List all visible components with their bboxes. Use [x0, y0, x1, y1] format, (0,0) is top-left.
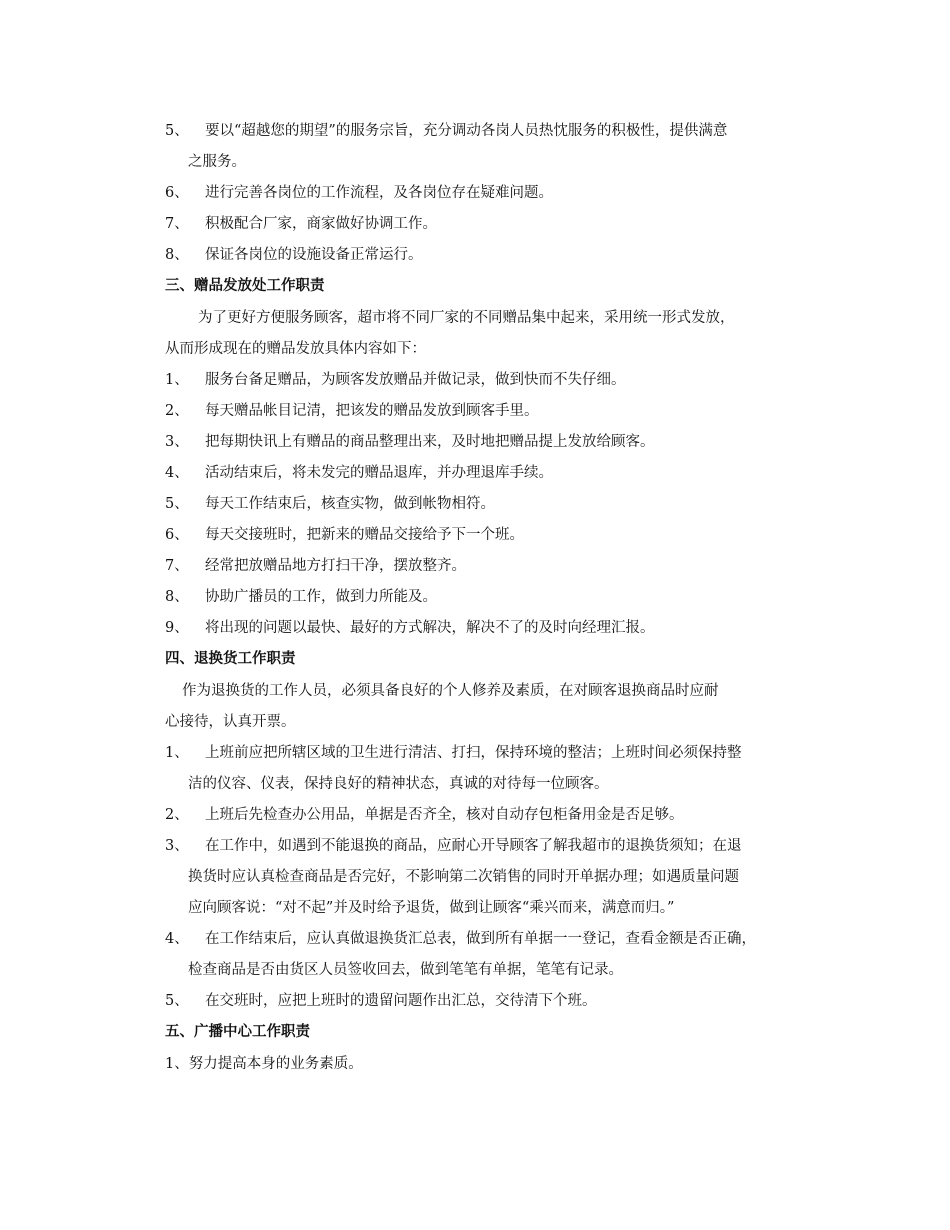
item-number: 7、 — [165, 558, 189, 574]
item-text: 经常把放赠品地方打扫干净，摆放整齐。 — [205, 558, 466, 574]
item-text: 协助广播员的工作，做到力所能及。 — [205, 589, 437, 605]
item-text: 应向顾客说：“对不起”并及时给予退货，做到让顾客“乘兴而来，满意而归。” — [188, 900, 675, 916]
section-heading: 五、广播中心工作职责 — [165, 1023, 310, 1040]
item-number: 3、 — [165, 838, 189, 854]
item-text: 上班后先检查办公用品，单据是否齐全，核对自动存包柜备用金是否足够。 — [205, 807, 684, 823]
item-text: 每天赠品帐目记清，把该发的赠品发放到顾客手里。 — [205, 403, 539, 419]
item-number: 6、 — [165, 527, 189, 543]
item-text: 活动结束后，将未发完的赠品退库，并办理退库手续。 — [205, 465, 553, 481]
item-text: 每天交接班时，把新来的赠品交接给予下一个班。 — [205, 527, 524, 543]
item-text: 将出现的问题以最快、最好的方式解决，解决不了的及时向经理汇报。 — [205, 620, 655, 636]
item-number: 7、 — [165, 216, 189, 232]
item-number: 4、 — [165, 931, 189, 947]
section-heading: 四、退换货工作职责 — [165, 650, 296, 667]
item-number: 1、 — [165, 745, 189, 761]
item-text: 在工作结束后，应认真做退换货汇总表，做到所有单据一一登记，查看金额是否正确， — [205, 931, 756, 947]
item-text: 在工作中，如遇到不能退换的商品，应耐心开导顾客了解我超市的退换货须知；在退 — [205, 838, 742, 854]
item-number: 3、 — [165, 434, 189, 450]
item-text: 在交班时，应把上班时的遗留问题作出汇总，交待清下个班。 — [205, 993, 597, 1009]
section-heading: 三、赠品发放处工作职责 — [165, 277, 325, 294]
item-number: 4、 — [165, 465, 189, 481]
item-number: 5、 — [165, 496, 189, 512]
list-item: 1、努力提高本身的业务素质。 — [165, 1056, 363, 1072]
item-text: 上班前应把所辖区域的卫生进行清洁、打扫，保持环境的整洁；上班时间必须保持整 — [205, 745, 742, 761]
item-text: 进行完善各岗位的工作流程，及各岗位存在疑难问题。 — [205, 185, 553, 201]
item-text: 服务台备足赠品，为顾客发放赠品并做记录，做到快而不失仔细。 — [205, 372, 626, 388]
item-text: 要以“超越您的期望”的服务宗旨，充分调动各岗人员热忱服务的积极性，提供满意 — [205, 123, 728, 139]
section-intro-line: 作为退换货的工作人员，必须具备良好的个人修养及素质，在对顾客退换商品时应耐 — [182, 683, 719, 699]
item-text: 换货时应认真检查商品是否完好，不影响第二次销售的同时开单据办理；如遇质量问题 — [188, 869, 739, 885]
section-intro-line: 心接待，认真开票。 — [165, 714, 296, 730]
item-text: 保证各岗位的设施设备正常运行。 — [205, 247, 423, 263]
item-text: 洁的仪容、仪表，保持良好的精神状态，真诚的对待每一位顾客。 — [188, 776, 609, 792]
item-number: 5、 — [165, 123, 189, 139]
item-number: 5、 — [165, 993, 189, 1009]
item-text: 之服务。 — [188, 154, 246, 170]
item-number: 8、 — [165, 589, 189, 605]
item-text: 每天工作结束后，核查实物，做到帐物相符。 — [205, 496, 495, 512]
section-intro-line: 为了更好方便服务顾客，超市将不同厂家的不同赠品集中起来，采用统一形式发放， — [198, 310, 735, 326]
item-number: 1、 — [165, 372, 189, 388]
item-number: 8、 — [165, 247, 189, 263]
item-number: 6、 — [165, 185, 189, 201]
item-number: 9、 — [165, 620, 189, 636]
item-text: 检查商品是否由货区人员签收回去，做到笔笔有单据，笔笔有记录。 — [188, 962, 623, 978]
section-intro-line: 从而形成现在的赠品发放具体内容如下： — [165, 341, 426, 357]
item-text: 积极配合厂家，商家做好协调工作。 — [205, 216, 437, 232]
item-number: 2、 — [165, 807, 189, 823]
item-number: 2、 — [165, 403, 189, 419]
item-text: 把每期快讯上有赠品的商品整理出来，及时地把赠品提上发放给顾客。 — [205, 434, 655, 450]
